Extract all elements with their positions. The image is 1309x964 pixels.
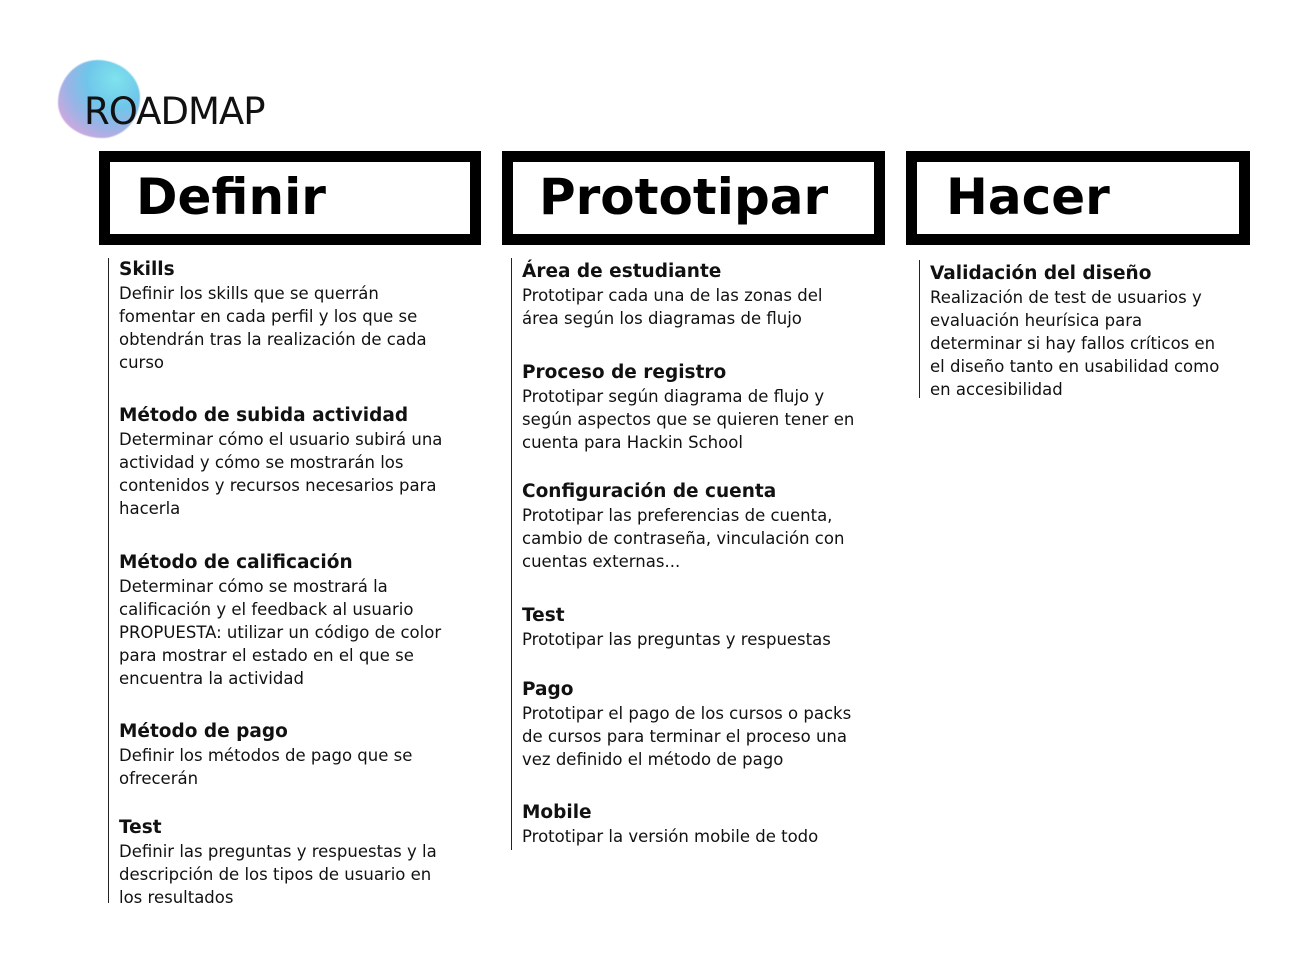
item-description: Prototipar cada una de las zonas del área según los diagramas de flujo — [522, 286, 823, 328]
item-description: Prototipar la versión mobile de todo — [522, 827, 819, 846]
list-item — [119, 720, 412, 790]
item-description: Definir los skills que se querrán fomentar en cada perfil y los que se obtendrán tras la realización de cada curso — [119, 284, 427, 372]
item-title: Test — [119, 817, 162, 838]
item-description: Prototipar las preguntas y respuestas — [522, 630, 831, 649]
list-item — [522, 801, 818, 848]
phase-title: Prototipar — [539, 168, 829, 226]
phase-title: Hacer — [946, 168, 1110, 226]
item-description: Prototipar el pago de los cursos o packs de cursos para terminar el proceso una vez definido el método de pago — [522, 704, 852, 769]
item-title: Mobile — [522, 802, 592, 823]
item-title: Configuración de cuenta — [522, 481, 777, 502]
list-item — [930, 262, 1219, 401]
item-description: Definir las preguntas y respuestas y la descripción de los tipos de usuario en los resultados — [119, 842, 437, 907]
item-title: Método de pago — [119, 721, 288, 742]
list-item — [119, 404, 442, 520]
phase-header-definir — [99, 151, 481, 245]
page-title: ROADMAP — [84, 90, 265, 133]
phase-title: Definir — [136, 168, 326, 226]
item-title: Validación del diseño — [930, 263, 1152, 284]
list-item — [522, 678, 851, 771]
item-title: Test — [522, 605, 565, 626]
item-description: Determinar cómo el usuario subirá una actividad y cómo se mostrarán los contenidos y recursos necesarios para hacerla — [119, 430, 443, 518]
phase-header-hacer — [906, 151, 1250, 245]
item-title: Pago — [522, 679, 574, 700]
list-item — [119, 258, 427, 374]
list-item — [119, 551, 441, 690]
list-item — [522, 480, 844, 573]
list-item — [522, 604, 831, 651]
item-description: Prototipar las preferencias de cuenta, cambio de contraseña, vinculación con cuentas externas... — [522, 506, 845, 571]
list-item — [522, 260, 822, 330]
item-title: Área de estudiante — [522, 261, 722, 282]
item-title: Skills — [119, 259, 175, 280]
item-title: Proceso de registro — [522, 362, 727, 383]
item-title: Método de subida actividad — [119, 405, 409, 426]
item-description: Determinar cómo se mostrará la calificación y el feedback al usuario PROPUESTA: utilizar un código de color para mostrar el estado en el que se encuentra la actividad — [119, 577, 442, 688]
item-description: Realización de test de usuarios y evaluación heurísica para determinar si hay fallos críticos en el diseño tanto en usabilidad como en accesibilidad — [930, 288, 1220, 399]
list-item — [119, 816, 437, 909]
phase-column-definir — [108, 258, 479, 907]
item-description: Definir los métodos de pago que se ofrecerán — [119, 746, 413, 788]
item-description: Prototipar según diagrama de flujo y según aspectos que se quieren tener en cuenta para Hackin School — [522, 387, 855, 452]
phase-column-prototipar — [511, 258, 892, 850]
phase-header-prototipar — [502, 151, 885, 245]
item-title: Método de calificación — [119, 552, 353, 573]
list-item — [522, 361, 854, 454]
phase-column-hacer — [919, 260, 1260, 398]
